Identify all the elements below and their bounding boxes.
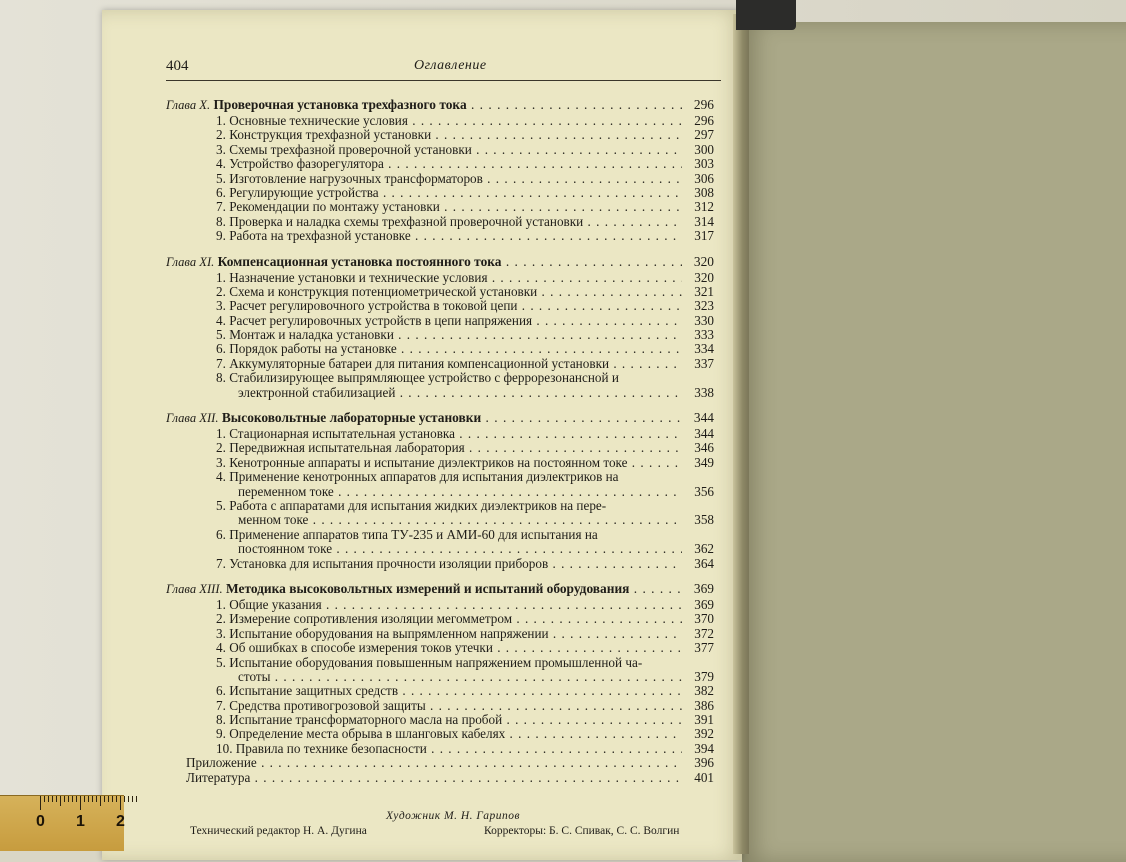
toc-page-number: 362 bbox=[694, 541, 714, 557]
toc-entry bbox=[166, 328, 714, 342]
toc-entry-text: Литература . . . bbox=[186, 771, 682, 785]
toc-page-number: 320 bbox=[693, 253, 714, 269]
toc-chapter bbox=[166, 96, 714, 114]
chapter-title: Проверочная установка трехфазного тока bbox=[213, 97, 467, 112]
toc-entry bbox=[166, 157, 714, 171]
toc-entry-text: постоянном токе . . . bbox=[238, 542, 682, 556]
ruler-tick bbox=[80, 796, 81, 810]
toc-page-number: 344 bbox=[694, 426, 714, 442]
toc-entry-text: 7. Средства противогрозовой защиты . . . bbox=[216, 699, 682, 713]
toc-page-number: 308 bbox=[694, 184, 714, 200]
toc-entry bbox=[166, 670, 714, 684]
chapter-label: Глава XIII. bbox=[166, 581, 223, 596]
toc-entry-text: 8. Испытание трансформаторного масла на пробой . . . bbox=[216, 713, 682, 727]
ruler-tick bbox=[40, 796, 41, 810]
toc-entry bbox=[166, 513, 714, 527]
toc-entry-text: 3. Расчет регулировочного устройства в токовой цепи . . . bbox=[216, 299, 682, 313]
toc-entry bbox=[166, 215, 714, 229]
toc-page-number: 394 bbox=[694, 740, 714, 756]
toc-entry-text: 7. Аккумуляторные батареи для питания компенсационной установки . . . bbox=[216, 357, 682, 371]
toc-entry-text: 9. Определение места обрыва в шланговых кабелях . . . bbox=[216, 727, 682, 741]
toc-entry-text: 1. Стационарная испытательная установка . . . bbox=[216, 427, 682, 441]
toc-chapter bbox=[166, 580, 714, 598]
toc-entry-text: 4. Расчет регулировочных устройств в цепи напряжения . . . bbox=[216, 314, 682, 328]
toc-entry-text: 3. Кенотронные аппараты и испытание диэлектриков на постоянном токе . . . bbox=[216, 456, 682, 470]
ruler-tick bbox=[84, 796, 85, 802]
ruler-tick bbox=[120, 796, 121, 810]
ruler-tick bbox=[76, 796, 77, 802]
ruler-tick bbox=[48, 796, 49, 802]
table-of-contents bbox=[166, 96, 714, 785]
page-header bbox=[166, 58, 721, 81]
toc-chapter-text bbox=[166, 96, 682, 114]
chapter-title: Методика высоковольтных измерений и испытаний оборудования bbox=[226, 580, 630, 596]
toc-entry bbox=[166, 229, 714, 243]
ruler-tick bbox=[108, 796, 109, 802]
book-cover-edge bbox=[736, 0, 796, 30]
toc-page-number: 296 bbox=[694, 113, 714, 128]
toc-page-number: 392 bbox=[694, 726, 714, 742]
toc-entry-text: 2. Передвижная испытательная лаборатория . . . bbox=[216, 441, 682, 455]
toc-entry-text: 8. Проверка и наладка схемы трехфазной проверочной установки . . . bbox=[216, 215, 682, 229]
ruler-tick bbox=[68, 796, 69, 802]
toc-page-number: 349 bbox=[694, 454, 714, 470]
toc-entry-text: электронной стабилизацией . . . bbox=[238, 386, 682, 400]
ruler-tick bbox=[96, 796, 97, 802]
toc-chapter-text bbox=[166, 409, 682, 427]
chapter-spacer bbox=[166, 244, 714, 253]
toc-entry-text: 2. Конструкция трехфазной установки . . . bbox=[216, 128, 682, 142]
toc-page-number: 321 bbox=[694, 283, 714, 299]
toc-page-number: 401 bbox=[694, 769, 714, 785]
toc-entry bbox=[166, 342, 714, 356]
toc-entry-text: Приложение . . . bbox=[186, 756, 682, 770]
toc-entry-text: 6. Порядок работы на установке . . . bbox=[216, 342, 682, 356]
toc-entry-text: 4. Устройство фазорегулятора . . . bbox=[216, 157, 682, 171]
ruler-tick bbox=[100, 796, 101, 806]
toc-entry-text: 6. Регулирующие устройства . . . bbox=[216, 186, 682, 200]
toc-entry bbox=[166, 470, 714, 484]
toc-page-number: 300 bbox=[694, 141, 714, 157]
toc-entry bbox=[166, 627, 714, 641]
toc-entry-text: 9. Работа на трехфазной установке . . . bbox=[216, 229, 682, 243]
toc-entry bbox=[166, 684, 714, 698]
toc-entry bbox=[166, 499, 714, 513]
ruler-tick bbox=[52, 796, 53, 802]
toc-entry-text: 5. Монтаж и наладка установки . . . bbox=[216, 328, 682, 342]
ruler-tick bbox=[56, 796, 57, 802]
toc-entry bbox=[166, 528, 714, 542]
toc-entry bbox=[166, 656, 714, 670]
chapter-label: Глава X. bbox=[166, 98, 211, 112]
toc-entry-text: 1. Общие указания . . . bbox=[216, 598, 682, 612]
ruler-tick bbox=[44, 796, 45, 802]
chapter-title: Высоковольтные лабораторные установки bbox=[221, 410, 482, 426]
toc-entry bbox=[166, 727, 714, 741]
chapter-label: Глава XI. bbox=[166, 254, 215, 269]
ruler-label: 0 bbox=[36, 813, 45, 830]
toc-page-number: 337 bbox=[694, 355, 714, 371]
toc-entry-text: стоты . . . bbox=[238, 670, 682, 684]
toc-page-number: 379 bbox=[694, 668, 714, 684]
toc-backmatter bbox=[166, 771, 714, 785]
toc-page-number: 338 bbox=[694, 384, 714, 400]
toc-page-number: 296 bbox=[693, 97, 714, 112]
book-spine bbox=[733, 14, 749, 854]
toc-page-number: 317 bbox=[694, 228, 714, 244]
toc-entry-text: 2. Измерение сопротивления изоляции мегомметром . . . bbox=[216, 612, 682, 626]
toc-entry-text: 3. Испытание оборудования на выпрямленном напряжении . . . bbox=[216, 627, 682, 641]
toc-entry bbox=[166, 542, 714, 556]
toc-entry bbox=[166, 357, 714, 371]
toc-page-number: 372 bbox=[694, 625, 714, 641]
toc-entry-text: 5. Изготовление нагрузочных трансформаторов . . . bbox=[216, 172, 682, 186]
toc-entry bbox=[166, 172, 714, 186]
toc-entry bbox=[166, 699, 714, 713]
ruler-tick bbox=[92, 796, 93, 802]
toc-entry-text: переменном токе . . . bbox=[238, 485, 682, 499]
toc-entry-text: 6. Испытание защитных средств . . . bbox=[216, 684, 682, 698]
toc-entry bbox=[166, 285, 714, 299]
toc-entry-text: 6. Применение аппаратов типа ТУ-235 и АМИ-60 для испытания на bbox=[216, 527, 598, 542]
ruler-tick bbox=[116, 796, 117, 802]
ruler-tick bbox=[132, 796, 133, 802]
ruler-tick bbox=[64, 796, 65, 802]
page-footer bbox=[190, 810, 730, 845]
ruler-tick bbox=[60, 796, 61, 806]
ruler bbox=[0, 795, 124, 851]
toc-entry bbox=[166, 713, 714, 727]
toc-entry bbox=[166, 641, 714, 655]
toc-page-number: 356 bbox=[694, 483, 714, 499]
page-number: 404 bbox=[166, 58, 189, 74]
toc-entry-text: 5. Испытание оборудования повышенным напряжением промышленной ча- bbox=[216, 655, 643, 670]
toc-chapter-text bbox=[166, 253, 682, 271]
toc-backmatter bbox=[166, 756, 714, 770]
chapter-spacer bbox=[166, 400, 714, 409]
toc-entry bbox=[166, 186, 714, 200]
toc-entry-text: 7. Установка для испытания прочности изоляции приборов . . . bbox=[216, 557, 682, 571]
toc-entry-text: 1. Основные технические условия . . . bbox=[216, 114, 682, 128]
chapter-spacer bbox=[166, 571, 714, 580]
toc-page-number: 330 bbox=[694, 312, 714, 328]
chapter-label: Глава XII. bbox=[166, 411, 219, 426]
artist-credit: Художник М. Н. Гарипов bbox=[386, 810, 520, 822]
toc-entry bbox=[166, 386, 714, 400]
toc-page-number: 369 bbox=[694, 596, 714, 612]
toc-entry bbox=[166, 742, 714, 756]
toc-entry bbox=[166, 371, 714, 385]
toc-chapter-text bbox=[166, 580, 682, 598]
toc-entry-text: 8. Стабилизирующее выпрямляющее устройство с феррорезонансной и bbox=[216, 371, 619, 386]
toc-page-number: 323 bbox=[694, 298, 714, 314]
toc-page-number: 306 bbox=[694, 170, 714, 186]
toc-entry bbox=[166, 271, 714, 285]
toc-entry bbox=[166, 143, 714, 157]
ruler-label: 1 bbox=[76, 813, 85, 830]
tech-editor-credit: Технический редактор Н. А. Дугина bbox=[190, 825, 367, 837]
toc-page-number: 358 bbox=[694, 512, 714, 528]
right-page bbox=[742, 22, 1126, 862]
toc-page-number: 320 bbox=[694, 269, 714, 285]
ruler-tick bbox=[104, 796, 105, 802]
toc-entry-text: 10. Правила по технике безопасности . . . bbox=[216, 742, 682, 756]
toc-entry-text: 4. Применение кенотронных аппаратов для испытания диэлектриков на bbox=[216, 470, 619, 485]
toc-entry bbox=[166, 456, 714, 470]
toc-entry-text: менном токе . . . bbox=[238, 513, 682, 527]
toc-entry bbox=[166, 427, 714, 441]
ruler-label: 2 bbox=[116, 813, 125, 830]
toc-page-number: 333 bbox=[694, 327, 714, 343]
ruler-tick bbox=[128, 796, 129, 802]
toc-page-number: 297 bbox=[694, 127, 714, 143]
toc-page-number: 344 bbox=[693, 410, 714, 426]
toc-page-number: 334 bbox=[694, 341, 714, 357]
toc-entry bbox=[166, 200, 714, 214]
ruler-tick bbox=[136, 796, 137, 802]
toc-entry-text: 7. Рекомендации по монтажу установки . . . bbox=[216, 200, 682, 214]
toc-entry bbox=[166, 485, 714, 499]
toc-entry bbox=[166, 314, 714, 328]
toc-entry bbox=[166, 128, 714, 142]
toc-page-number: 377 bbox=[694, 640, 714, 656]
toc-entry bbox=[166, 299, 714, 313]
correctors-credit: Корректоры: Б. С. Спивак, С. С. Волгин bbox=[484, 825, 680, 837]
toc-page-number: 346 bbox=[694, 440, 714, 456]
ruler-tick bbox=[124, 796, 125, 802]
toc-entry-text: 4. Об ошибках в способе измерения токов утечки . . . bbox=[216, 641, 682, 655]
toc-page-number: 396 bbox=[694, 755, 714, 771]
toc-entry bbox=[166, 441, 714, 455]
toc-entry-text: 1. Назначение установки и технические условия . . . bbox=[216, 271, 682, 285]
toc-entry bbox=[166, 612, 714, 626]
chapter-title: Компенсационная установка постоянного тока bbox=[217, 253, 502, 269]
toc-page-number: 386 bbox=[694, 697, 714, 713]
toc-entry bbox=[166, 557, 714, 571]
toc-chapter bbox=[166, 253, 714, 271]
toc-page-number: 312 bbox=[694, 199, 714, 215]
ruler-tick bbox=[72, 796, 73, 802]
toc-page-number: 314 bbox=[694, 213, 714, 229]
toc-entry-text: 3. Схемы трехфазной проверочной установки . . . bbox=[216, 143, 682, 157]
toc-entry-text: 2. Схема и конструкция потенциометрической установки . . . bbox=[216, 285, 682, 299]
toc-page-number: 369 bbox=[693, 580, 714, 596]
toc-page-number: 382 bbox=[694, 683, 714, 699]
toc-entry-text: 5. Работа с аппаратами для испытания жидких диэлектриков на пере- bbox=[216, 498, 607, 513]
toc-entry bbox=[166, 114, 714, 128]
toc-chapter bbox=[166, 409, 714, 427]
toc-page-number: 303 bbox=[694, 156, 714, 172]
ruler-tick bbox=[112, 796, 113, 802]
toc-entry bbox=[166, 598, 714, 612]
running-title: Оглавление bbox=[414, 58, 487, 73]
toc-page-number: 364 bbox=[694, 555, 714, 571]
ruler-tick bbox=[88, 796, 89, 802]
toc-page-number: 391 bbox=[694, 712, 714, 728]
toc-page-number: 370 bbox=[694, 611, 714, 627]
